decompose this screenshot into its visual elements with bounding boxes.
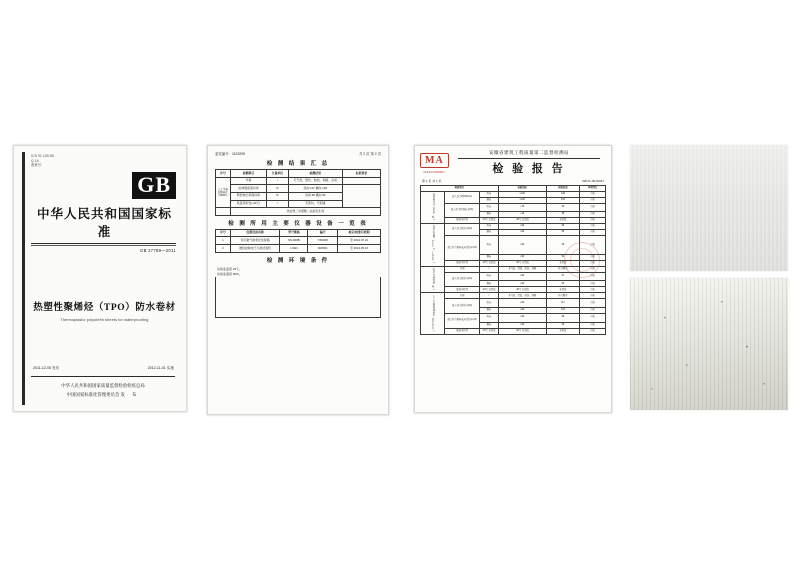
cell-item: 外观	[445, 293, 480, 299]
table-row	[421, 299, 606, 308]
cell-index: 1	[216, 237, 231, 245]
cell-standard-label: -40℃ 无裂纹	[480, 328, 499, 334]
cell-item: 低温弯折性	[445, 260, 480, 266]
results-table	[215, 169, 381, 216]
inspection-report-inner	[420, 150, 606, 408]
issuer-line-2-text: 中国国家标准化管理委员会	[66, 391, 120, 397]
cell-standard: ≥90	[498, 299, 546, 308]
cell-result: 无裂纹	[546, 260, 579, 266]
cell-result: 98	[546, 230, 579, 236]
standard-category-code: Q 14	[31, 158, 39, 163]
membrane-surface-textured-photo	[630, 278, 788, 410]
cell-item: 最大拉力时伸长率保持率(%)	[445, 236, 480, 261]
cell-judgement: 合格	[580, 313, 606, 322]
col-result: 检测结果	[288, 170, 342, 178]
standard-ics-code: ICS 91.100.50	[31, 154, 54, 158]
ma-certificate-number: 161201060607	[423, 169, 445, 174]
cell-standard: ≥90	[498, 254, 546, 260]
effective-date: 2012-11-01 实施	[147, 366, 174, 370]
cell-result: 95	[546, 322, 579, 328]
cell-validity: 至 2013.05.16	[338, 245, 381, 253]
cell-req	[343, 177, 381, 185]
cell-judgement: 合格	[580, 272, 606, 281]
cell-judgement: 合格	[580, 328, 606, 334]
standard-cover-inner	[22, 152, 178, 405]
cell-standard: -40℃ 无裂纹	[498, 328, 546, 334]
cell-direction: 纵向	[480, 224, 499, 230]
cell-result: 纵向 117 横向 128	[288, 185, 342, 193]
group-label: 热处理尺寸变化率（%）	[421, 192, 445, 224]
cell-judgement: 合格	[580, 299, 606, 308]
table-header-row	[216, 229, 381, 237]
cell-judgement: 合格	[580, 230, 606, 236]
section-title-equipment: 检 测 所 用 主 要 仪 器 设 备 一 览 表	[228, 220, 368, 227]
cell-unit: /	[267, 177, 288, 185]
cell-item: 最大拉力保持率(%)	[445, 224, 480, 236]
cell-result: 纵向 98 横向 95	[288, 192, 342, 200]
cell-result: 无裂纹	[546, 218, 579, 224]
group-label: 人工气候加速老化（6000h）	[216, 177, 231, 208]
cell-item: 低温弯折性	[445, 218, 480, 224]
cell-standard: -40℃ 无裂纹	[498, 218, 546, 224]
cell-result: 无裂纹、无裂缝	[288, 200, 342, 208]
cell-result: 95	[546, 281, 579, 287]
col-index: 序号	[216, 229, 231, 237]
divider-bottom	[31, 376, 175, 377]
cell-judgement: 合格	[580, 281, 606, 287]
cell-standard: ≥15	[498, 212, 546, 218]
col-unit: 计量单位	[267, 170, 288, 178]
cell-unit: %	[267, 192, 288, 200]
cell-item: 最大拉力时伸长率保持率(%)	[445, 313, 480, 328]
cell-direction: 横向	[480, 322, 499, 328]
cell-req	[343, 185, 381, 208]
test-summary-inner	[215, 151, 381, 409]
cell-item: 最大拉力时伸长率(%)	[445, 204, 480, 218]
gb-logo: GB	[132, 172, 176, 199]
standard-record-number: 备案号:	[31, 163, 43, 168]
cell-standard: ≥90	[498, 322, 546, 328]
cell-model: SN-900B	[280, 237, 308, 245]
report-form-code: WPJC-05-W047	[582, 179, 604, 184]
cell-direction: 横向	[480, 212, 499, 218]
standard-dates	[33, 366, 174, 371]
cell-judgement: 合格	[580, 260, 606, 266]
col-serial: 编号	[308, 229, 338, 237]
cell-standard: ≥100	[498, 198, 546, 204]
divider-thick	[31, 243, 176, 244]
cell-serial: TZ0408	[308, 237, 338, 245]
report-title: 检 验 报 告	[492, 163, 566, 176]
table-header-row	[216, 170, 381, 178]
cell-serial: RW001	[308, 245, 338, 253]
standard-main-block	[31, 299, 178, 322]
report-header	[420, 150, 606, 176]
table-row	[216, 185, 381, 193]
cell-standard: ≥90	[498, 307, 546, 313]
issuer-line-2	[31, 391, 175, 399]
cell-standard: ≥90	[498, 272, 546, 281]
standard-main-title: 热塑性聚烯烃（TPO）防水卷材	[33, 302, 176, 313]
organization-name: 安徽省建筑工程质量第二监督检测站	[489, 150, 569, 155]
cell-result: 无气泡、裂纹、粘结、划痕、杂质	[288, 177, 342, 185]
test-summary-document	[207, 145, 389, 415]
standard-cover-document	[13, 145, 187, 412]
table-row	[216, 208, 381, 216]
cell-direction: 横向	[480, 254, 499, 260]
cell-result: 117	[546, 299, 579, 308]
cell-item: 拉伸强度保持率	[230, 185, 266, 193]
cell-result: 无裂纹	[546, 287, 579, 293]
equipment-table	[215, 229, 381, 253]
inspection-report-document	[414, 145, 612, 413]
standard-number: GB 27789—2011	[140, 247, 176, 253]
cell-judgement: 合格	[580, 218, 606, 224]
cell-item: 低温弯折性	[445, 287, 480, 293]
cell-standard: ≥90	[498, 313, 546, 322]
report-org-block	[452, 150, 606, 176]
table-row	[421, 313, 606, 322]
cell-item: 最大拉力保持率(%)	[445, 299, 480, 314]
cell-direction: 纵向	[480, 204, 499, 212]
table-row	[216, 177, 381, 185]
cell-standard: ≥100	[498, 192, 546, 198]
cell-direction: 横向	[480, 307, 499, 313]
cell-direction: /	[480, 293, 499, 299]
inspection-result-table	[420, 185, 606, 334]
group-label: 人工气候加速老化（6000h）	[421, 293, 445, 334]
cell-direction: 横向	[480, 198, 499, 204]
cell-item: 最大拉力保持率(%)	[445, 272, 480, 287]
table-row	[421, 328, 606, 334]
cell-result: 98	[546, 313, 579, 322]
cell-result: 148	[546, 192, 579, 198]
cell-judgement: 合格	[580, 192, 606, 198]
cell-direction: 纵向	[480, 272, 499, 281]
env-humidity: 实验室湿度 50%。	[217, 271, 242, 276]
cell-index: 2	[216, 245, 231, 253]
cell-direction: 横向	[480, 281, 499, 287]
cell-judgement: 合格	[580, 204, 606, 212]
cell-standard-label: -40℃ 无裂纹	[480, 260, 499, 266]
col-standard-index: 标准指标	[498, 186, 546, 192]
membrane-surface-plain-photo	[630, 145, 788, 271]
cell-direction: 纵向	[480, 236, 499, 255]
col-inspection-result: 检验结果	[546, 186, 579, 192]
group-label: 化学介质处理（%）	[421, 266, 445, 293]
cell-result: 96	[546, 236, 579, 255]
cell-direction: /	[480, 266, 499, 272]
cell-model: 1.5kN	[280, 245, 308, 253]
cell-judgement: 合格	[580, 293, 606, 299]
cell-result: 94	[546, 254, 579, 260]
issuer-line-1: 中华人民共和国国家质量监督检验检疫总局	[61, 383, 145, 389]
table-row	[421, 236, 606, 255]
cell-standard: 无气泡、裂纹、粘结、划痕	[498, 293, 546, 299]
cell-standard: ≥90	[498, 281, 546, 287]
cell-item: 低温弯折性	[445, 328, 480, 334]
cell-standard: ≥90	[498, 230, 546, 236]
standard-ics-codes	[31, 154, 178, 168]
cell-result: 128	[546, 307, 579, 313]
table-row	[216, 237, 381, 245]
test-summary-header	[215, 151, 381, 156]
section-title-results: 检 测 结 果 汇 总	[266, 161, 330, 167]
cell-judgement: 合格	[580, 322, 606, 328]
cell-unit: %	[267, 185, 288, 193]
cell-standard: 无气泡、裂纹、粘结、划痕	[498, 266, 546, 272]
cell-judgement: 合格	[580, 198, 606, 204]
cell-validity: 至 2012.07.21	[338, 237, 381, 245]
table-row	[421, 204, 606, 212]
cell-unit: /	[267, 200, 288, 208]
cell-result: 152	[546, 198, 579, 204]
cell-judgement: 合格	[580, 266, 606, 272]
gb-badge-wrap	[31, 172, 176, 199]
cell-extra-note: 热处理二异氰酸二油亚乳化剂	[230, 208, 380, 216]
col-single-judgement: 单项判定	[580, 186, 606, 192]
cell-item: 外观	[445, 266, 480, 272]
cell-judgement: 合格	[580, 254, 606, 260]
cell-standard-label: -40℃ 无裂纹	[480, 287, 499, 293]
cell-result: 99	[546, 224, 579, 230]
cell-result: 36	[546, 204, 579, 212]
cell-item: 最大拉力(N/50mm)	[445, 192, 480, 204]
section-title-environment: 检 测 环 境 条 件	[266, 257, 330, 264]
ma-badge-icon: MA	[420, 153, 449, 168]
col-model: 型号规格	[280, 229, 308, 237]
cell-judgement: 合格	[580, 307, 606, 313]
blank-area	[215, 277, 381, 318]
cell-item: 外观	[230, 177, 266, 185]
cell-judgement: 合格	[580, 236, 606, 255]
divider-thin	[31, 245, 176, 246]
report-meta	[422, 179, 604, 183]
environment-conditions	[215, 267, 381, 277]
cell-direction: 横向	[480, 230, 499, 236]
cell-equipment-name: 氙灯耐气候老化试验箱	[230, 237, 280, 245]
col-requirement: 标准要求	[343, 170, 381, 178]
cell-judgement: 合格	[580, 224, 606, 230]
col-equipment-name: 仪器设备名称	[230, 229, 280, 237]
divider	[458, 158, 600, 159]
cell-result: 无裂纹	[546, 328, 579, 334]
commission-number: 委托编号：1102099	[215, 152, 245, 156]
table-row	[216, 245, 381, 253]
cell-judgement: 合格	[580, 212, 606, 218]
cell-result: 38	[546, 212, 579, 218]
cell-blank	[216, 208, 231, 216]
standard-issuer	[31, 382, 175, 399]
cell-judgement: 合格	[580, 287, 606, 293]
cell-standard: ≥90	[498, 236, 546, 255]
col-index: 序号	[216, 170, 231, 178]
cell-item: 低温弯折性(-40℃)	[230, 200, 266, 208]
report-page-indicator: 第 1 页 共 1 页	[422, 179, 442, 184]
col-item: 检测项目	[230, 170, 266, 178]
cell-direction: 纵向	[480, 313, 499, 322]
cell-result: 符合要求	[546, 293, 579, 299]
table-row	[421, 272, 606, 281]
ma-mark	[420, 150, 448, 174]
cell-standard: -40℃ 无裂纹	[498, 287, 546, 293]
standard-sub-title: Thermoplastic polyolefin sheets for waterproofing	[60, 317, 149, 322]
cell-standard: -40℃ 无裂纹	[498, 260, 546, 266]
cell-direction: 纵向	[480, 192, 499, 198]
cell-direction: 纵向	[480, 299, 499, 308]
col-validity: 检定/校准有效期	[338, 229, 381, 237]
cell-equipment-name: 微机控制电子万能试验机	[230, 245, 280, 253]
cell-item: 断裂伸长率保持率	[230, 192, 266, 200]
env-temperature: 实验室温度 23℃。	[217, 266, 243, 271]
issue-date: 2011-12-05 发布	[33, 366, 60, 370]
cell-standard: ≥15	[498, 204, 546, 212]
cell-standard-label: -40℃ 无裂纹	[480, 218, 499, 224]
group-label: 热老化处理（115℃ 168h）	[421, 224, 445, 267]
page-indicator: 共 2 页 第 2 页	[358, 152, 381, 156]
cell-result: 97	[546, 272, 579, 281]
issuer-publish-label: 发 布	[120, 391, 140, 397]
cell-result: 符合要求	[546, 266, 579, 272]
col-inspection-item: 检验项目	[421, 186, 499, 192]
standard-title-cn: 中华人民共和国国家标准	[36, 206, 172, 239]
cell-standard: ≥90	[498, 224, 546, 230]
